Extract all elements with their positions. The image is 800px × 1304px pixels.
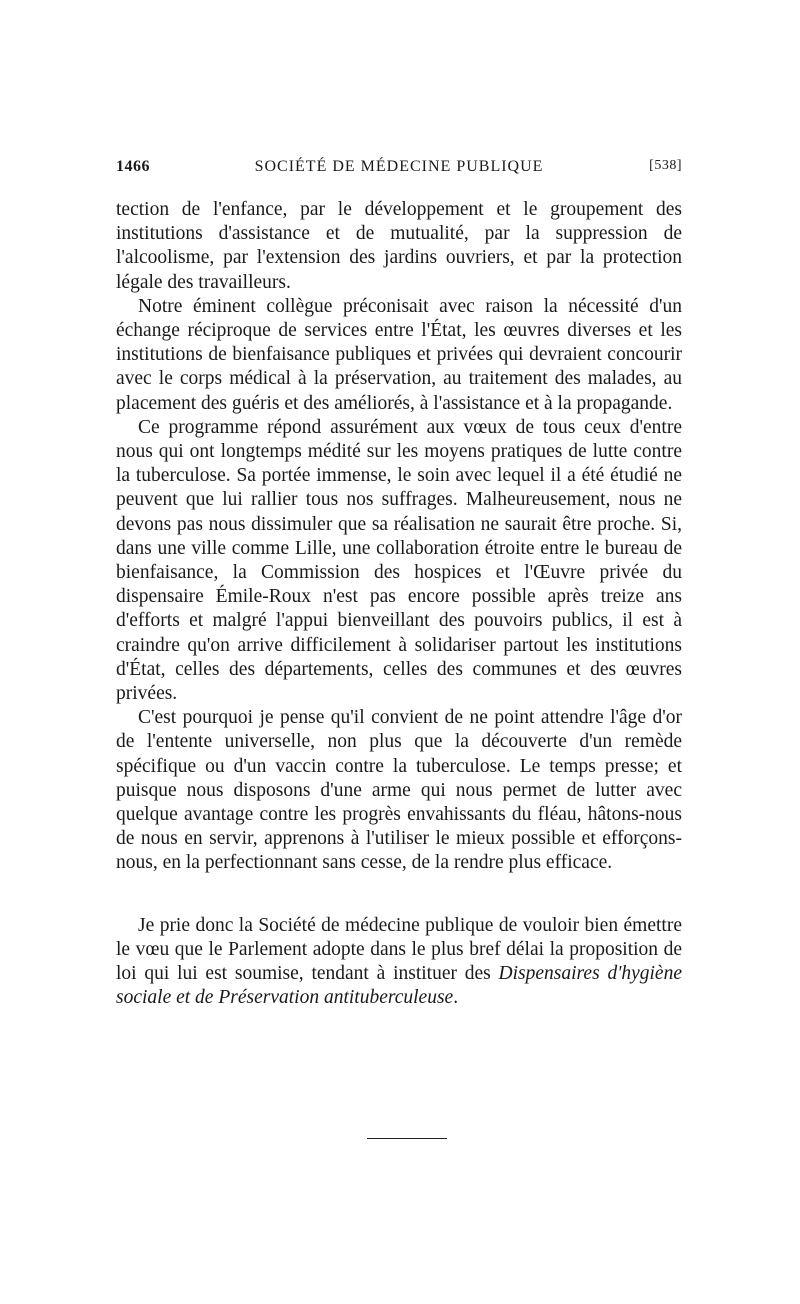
paragraph: Ce programme répond assurément aux vœux de tous ceux d'entre nous qui ont longtemps médité sur les moyens pratiques de lutte contre la tuberculose. Sa portée immense, le soin avec lequel il a été étudié ne peuvent que lui rallier tous nos suffrages. Malheureusement, nous ne devons pas nous dissimuler que sa réalisation ne saurait être proche. Si, dans une ville comme Lille, une collaboration étroite entre le bureau de bienfaisance, la Commission des hospices et l'Œuvre privée du dispensaire Émile-Roux n'est pas encore possible après treize ans d'efforts et malgré l'appui bienveillant des pouvoirs publics, il est à craindre qu'on arrive difficilement à solidariser partout les institutions d'État, celles des départements, celles des communes et des œuvres privées. — [116, 416, 682, 705]
paragraph: C'est pourquoi je pense qu'il convient de ne point attendre l'âge d'or de l'entente universelle, non plus que la découverte d'un remède spécifique ou d'un vaccin contre la tuberculose. Le temps presse; et puisque nous disposons d'une arme qui nous permet de lutter avec quelque avantage contre les progrès envahissants du fléau, hâtons-nous de nous en servir, apprenons à l'utiliser le mieux possible et efforçons-nous, en la perfectionnant sans cesse, de la rendre plus efficace. — [116, 707, 682, 874]
conclusion-italic-title: Dispensaires d'hygiène sociale et de Préservation antituberculeuse — [116, 963, 682, 1009]
body-text — [116, 198, 682, 1011]
conclusion-text: Je prie donc la Société de médecine publique de vouloir bien émettre le vœu que le Parlement adopte dans le plus bref délai la proposition de loi qui lui est soumise, tendant à instituer des — [116, 914, 682, 985]
paragraph: Notre éminent collègue préconisait avec raison la nécessité d'un échange réciproque de services entre l'État, les œuvres diverses et les institutions de bienfaisance publiques et privées qui devraient concourir avec le corps médical à la préservation, au traitement des malades, au placement des guéris et des améliorés, à l'assistance et à la propagande. — [116, 295, 682, 414]
conclusion-paragraph — [116, 914, 682, 1011]
paragraph-gap — [116, 876, 682, 914]
paragraph: tection de l'enfance, par le développement et le groupement des institutions d'assistance et de mutualité, par la suppression de l'alcoolisme, par l'extension des jardins ouvriers, et par la protection légale des travailleurs. — [116, 199, 682, 293]
running-title: SOCIÉTÉ DE MÉDECINE PUBLIQUE — [254, 158, 544, 175]
page-number: 1466 — [116, 158, 150, 175]
end-rule — [367, 1138, 447, 1139]
page-header — [116, 158, 682, 182]
conclusion-end: . — [453, 987, 459, 1009]
page-reference: [538] — [649, 158, 682, 173]
